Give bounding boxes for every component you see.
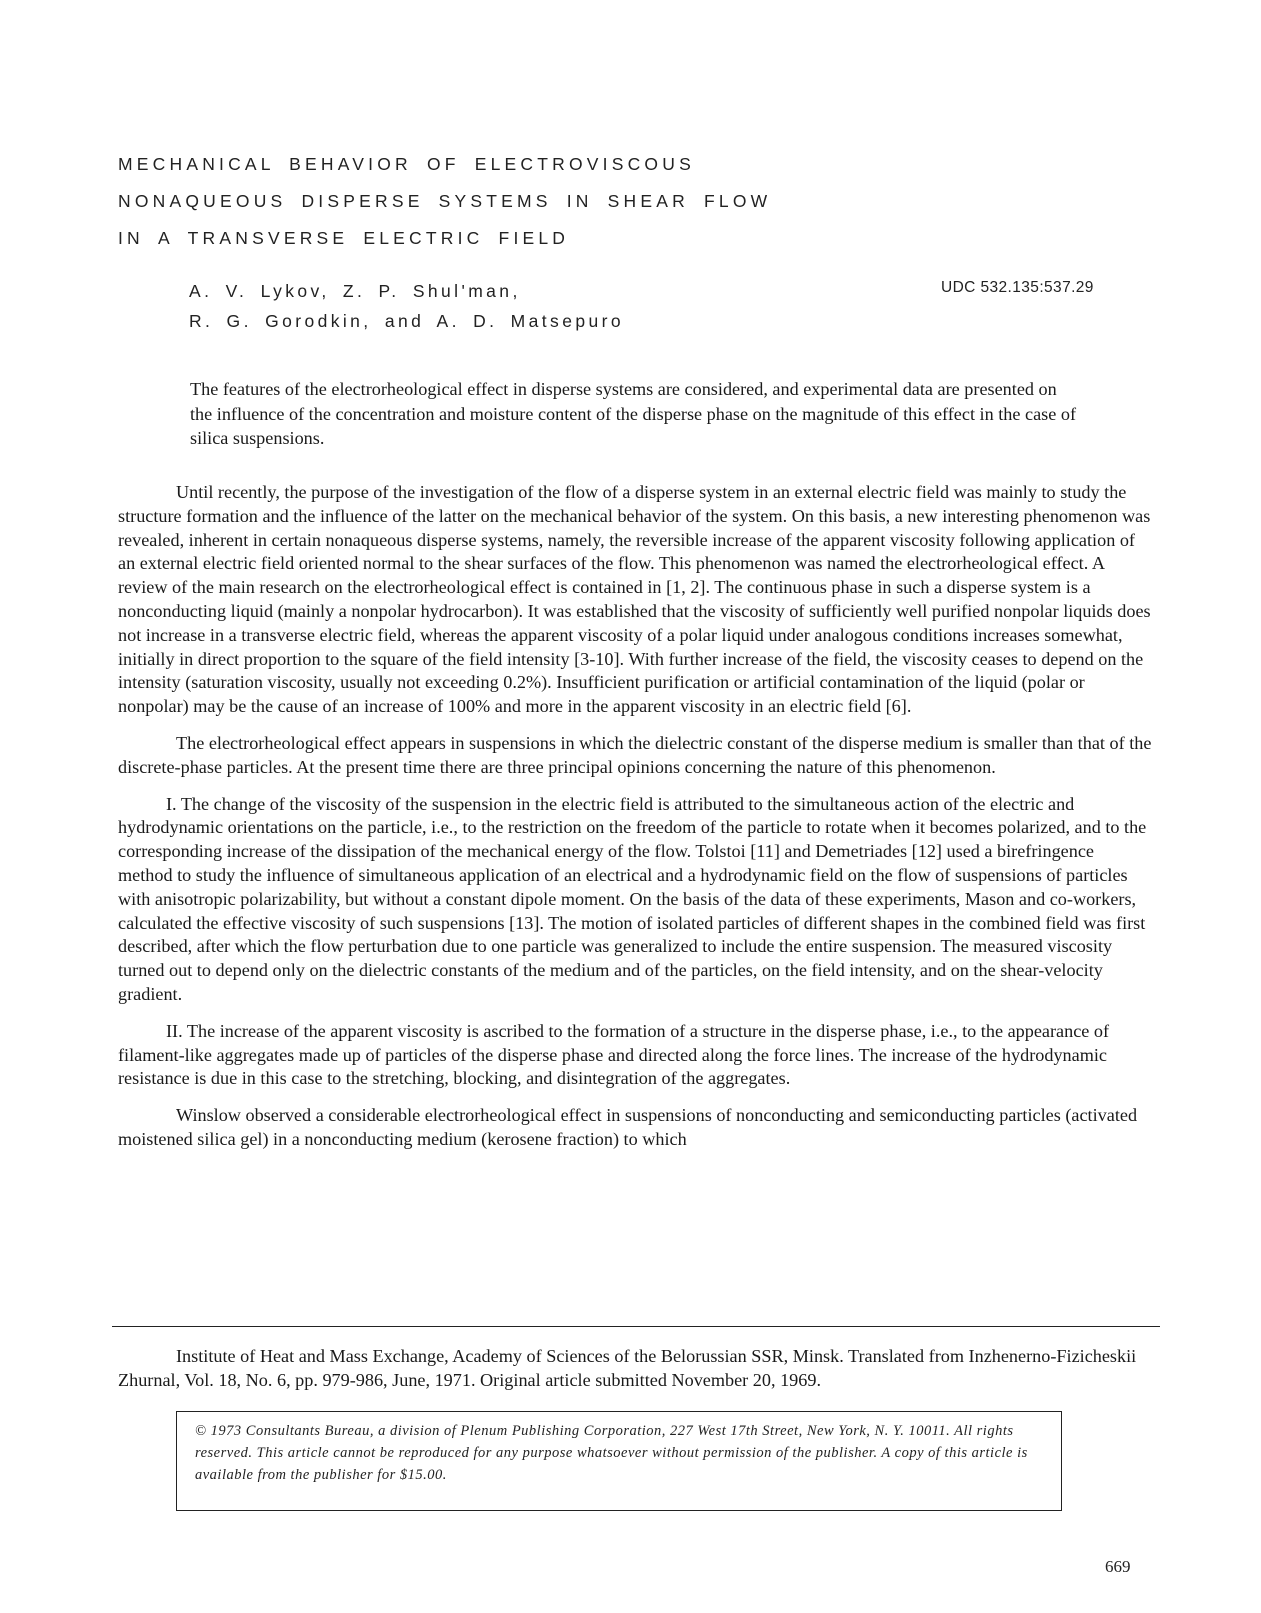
paragraph-winslow: Winslow observed a considerable electrorheological effect in suspensions of nonconducting and semiconducting particles (activated moistened silica gel) in a nonconducting medium (kerosene fraction) to which bbox=[118, 1105, 1138, 1149]
paragraph-opinion-2: II. The increase of the apparent viscosity is ascribed to the formation of a structure in the disperse phase, i.e., to the appearance of filament-like aggregates made up of particles of the disperse phase and directed along the force lines. The increase of the hydrodynamic resistance is due in this case to the stretching, blocking, and disintegration of the aggregates. bbox=[118, 1020, 1110, 1089]
copyright-notice: © 1973 Consultants Bureau, a division of Plenum Publishing Corporation, 227 West 17th Street, New York, N. Y. 10011. All rights reserved. This article cannot be reproduced for any purpose whatsoever without permission of the publisher. A copy of this article is available from the publisher for $15.00. bbox=[195, 1423, 1028, 1483]
paragraph-intro: Until recently, the purpose of the investigation of the flow of a disperse system in an external electric field was mainly to study the structure formation and the influence of the latter on the mechanical behavior of the system. On this basis, a new interesting phenomenon was revealed, inherent in certain nonaqueous disperse systems, namely, the reversible increase of the apparent viscosity following application of an external electric field oriented normal to the shear surfaces of the flow. This phenomenon was named the electrorheological effect. A review of the main research on the electrorheological effect is contained in [1, 2]. The continuous phase in such a disperse system is a nonconducting liquid (mainly a nonpolar hydrocarbon). It was established that the viscosity of sufficiently well purified nonpolar liquids does not increase in a transverse electric field, whereas the apparent viscosity of a polar liquid under analogous conditions increases somewhat, initially in direct proportion to the square of the field intensity [3-10]. With further increase of the field, the viscosity ceases to depend on the intensity (saturation viscosity, usually not exceeding 0.2%). Insufficient purification or artificial contamination of the liquid (polar or nonpolar) may be the cause of an increase of 100% and more in the apparent viscosity in an electric field [6]. bbox=[118, 482, 1151, 717]
author-line-1: A. V. Lykov, Z. P. Shul'man, bbox=[189, 281, 521, 301]
title-line-1: MECHANICAL BEHAVIOR OF ELECTROVISCOUS bbox=[118, 154, 695, 174]
author-list bbox=[189, 276, 624, 336]
udc-code: UDC 532.135:537.29 bbox=[941, 279, 1094, 296]
paragraph-opinions: The electrorheological effect appears in suspensions in which the dielectric constant of the disperse medium is smaller than that of the discrete-phase particles. At the present time there are three principal opinions concerning the nature of this phenomenon. bbox=[118, 732, 1152, 777]
page-number: 669 bbox=[1105, 1557, 1131, 1576]
abstract: The features of the electrorheological effect in disperse systems are considered, and experimental data are presented on the influence of the concentration and moisture content of the disperse phase on the magnitude of this effect in the case of silica suspensions. bbox=[190, 379, 1077, 448]
title-line-3: IN A TRANSVERSE ELECTRIC FIELD bbox=[118, 228, 570, 248]
author-line-2: R. G. Gorodkin, and A. D. Matsepuro bbox=[189, 311, 624, 331]
title-line-2: NONAQUEOUS DISPERSE SYSTEMS IN SHEAR FLOW bbox=[118, 191, 772, 211]
body-text bbox=[118, 481, 1152, 1165]
footnote-divider bbox=[112, 1326, 1160, 1327]
affiliation-footnote: Institute of Heat and Mass Exchange, Academy of Sciences of the Belorussian SSR, Minsk. Translated from Inzhenerno-Fizicheskii Zhurnal, Vol. 18, No. 6, pp. 979-986, June, 1971. Original article submitted November 20, 1969. bbox=[118, 1346, 1137, 1390]
copyright-notice-box bbox=[176, 1411, 1062, 1511]
paragraph-opinion-1: I. The change of the viscosity of the suspension in the electric field is attributed to the simultaneous action of the electric and hydrodynamic orientations on the particle, i.e., to the restriction on the freedom of the particle to rotate when it becomes polarized, and to the corresponding increase of the dissipation of the mechanical energy of the flow. Tolstoi [11] and Demetriades [12] used a birefringence method to study the influence of simultaneous application of an electrical and a hydrodynamic field on the flow of suspensions of particles with anisotropic polarizability, but without a constant dipole moment. On the basis of the data of these experiments, Mason and co-workers, calculated the effective viscosity of such suspensions [13]. The motion of isolated particles of different shapes in the combined field was first described, after which the flow perturbation due to one particle was generalized to include the entire suspension. The measured viscosity turned out to depend only on the dielectric constants of the medium and of the particles, on the field intensity, and on the shear-velocity gradient. bbox=[118, 793, 1147, 1004]
